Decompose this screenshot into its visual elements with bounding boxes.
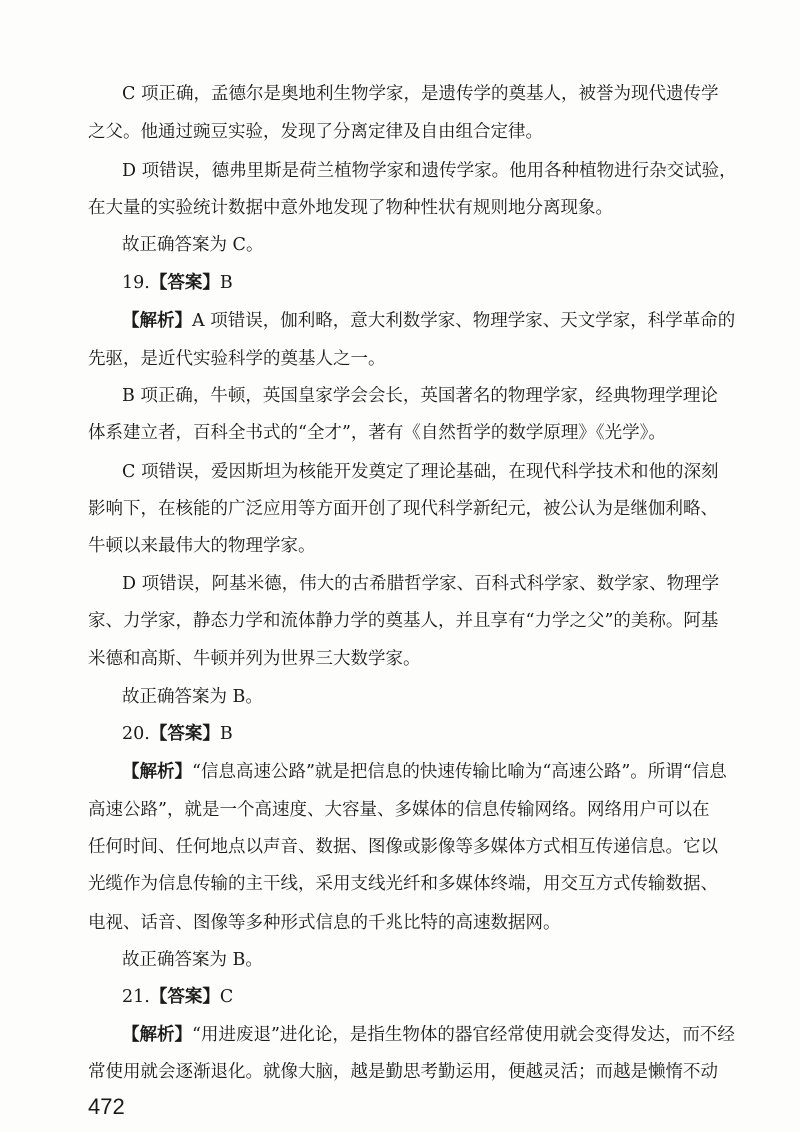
question-header-19 xyxy=(0,272,800,294)
paragraph-line: 电视、话音、图像等多种形式信息的千兆比特的高速数据网。 xyxy=(88,913,561,933)
paragraph-line: 高速公路”，就是一个高速度、大容量、多媒体的信息传输网络。网络用户可以在 xyxy=(88,800,710,820)
answer-label: 【答案】 xyxy=(149,273,220,293)
answer-label: 【答案】 xyxy=(149,724,220,744)
paragraph-line: C 项正确，孟德尔是奥地利生物学家，是遗传学的奠基人，被誉为现代遗传学 xyxy=(122,84,719,104)
paragraph-line: 米德和高斯、牛顿并列为世界三大数学家。 xyxy=(88,649,421,669)
conclusion-line: 故正确答案为 C。 xyxy=(122,235,264,255)
question-number: 19. xyxy=(122,273,150,293)
paragraph-line: 先驱，是近代实验科学的奠基人之一。 xyxy=(88,349,386,369)
analysis-label: 【解析】 xyxy=(122,762,192,782)
paragraph-line: D 项错误，阿基米德，伟大的古希腊哲学家、百科式科学家、数学家、物理学 xyxy=(122,574,720,594)
conclusion-line: 故正确答案为 B。 xyxy=(122,687,263,707)
analysis-label: 【解析】 xyxy=(122,311,192,331)
paragraph-line: 牛顿以来最伟大的物理学家。 xyxy=(88,536,316,556)
paragraph-line xyxy=(0,1024,800,1046)
paragraph-line: 之父。他通过豌豆实验，发现了分离定律及自由组合定律。 xyxy=(88,122,543,142)
paragraph-line: 在大量的实验统计数据中意外地发现了物种性状有规则地分离现象。 xyxy=(88,198,613,218)
question-number: 21. xyxy=(122,987,150,1007)
answer-value: B xyxy=(219,273,233,293)
paragraph-line xyxy=(0,310,800,332)
answer-value: B xyxy=(219,724,233,744)
paragraph-line: B 项正确，牛顿，英国皇家学会会长，英国著名的物理学家，经典物理学理论 xyxy=(122,386,718,406)
answer-label: 【答案】 xyxy=(149,987,220,1007)
analysis-text: A 项错误，伽利略，意大利数学家、物理学家、天文学家，科学革命的 xyxy=(192,311,736,331)
paragraph-line: 体系建立者，百科全书式的“全才”，著有《自然哲学的数学原理》《光学》。 xyxy=(88,423,666,443)
question-header-21 xyxy=(0,986,800,1008)
analysis-text: “信息高速公路”就是把信息的快速传输比喻为“高速公路”。所谓“信息 xyxy=(192,762,727,782)
analysis-label: 【解析】 xyxy=(122,1025,192,1045)
page-number: 472 xyxy=(88,1094,125,1119)
paragraph-line: D 项错误，德弗里斯是荷兰植物学家和遗传学家。他用各种植物进行杂交试验， xyxy=(122,161,737,181)
conclusion-line: 故正确答案为 B。 xyxy=(122,950,263,970)
question-number: 20. xyxy=(122,724,150,744)
paragraph-line: C 项错误，爱因斯坦为核能开发奠定了理论基础，在现代科学技术和他的深刻 xyxy=(122,462,719,482)
paragraph-line: 家、力学家，静态力学和流体静力学的奠基人，并且享有“力学之父”的美称。阿基 xyxy=(88,611,719,631)
paragraph-line xyxy=(0,761,800,783)
paragraph-line: 光缆作为信息传输的主干线，采用支线光纤和多媒体终端，用交互方式传输数据、 xyxy=(88,874,718,894)
paragraph-line: 影响下，在核能的广泛应用等方面开创了现代科学新纪元，被公认为是继伽利略、 xyxy=(88,499,718,519)
answer-value: C xyxy=(219,987,234,1007)
question-header-20 xyxy=(0,723,800,745)
paragraph-line: 常使用就会逐渐退化。就像大脑，越是勤思考勤运用，便越灵活；而越是懒惰不动 xyxy=(88,1062,718,1082)
analysis-text: “用进废退”进化论，是指生物体的器官经常使用就会变得发达，而不经 xyxy=(192,1025,735,1045)
paragraph-line: 任何时间、任何地点以声音、数据、图像或影像等多媒体方式相互传递信息。它以 xyxy=(88,837,718,857)
